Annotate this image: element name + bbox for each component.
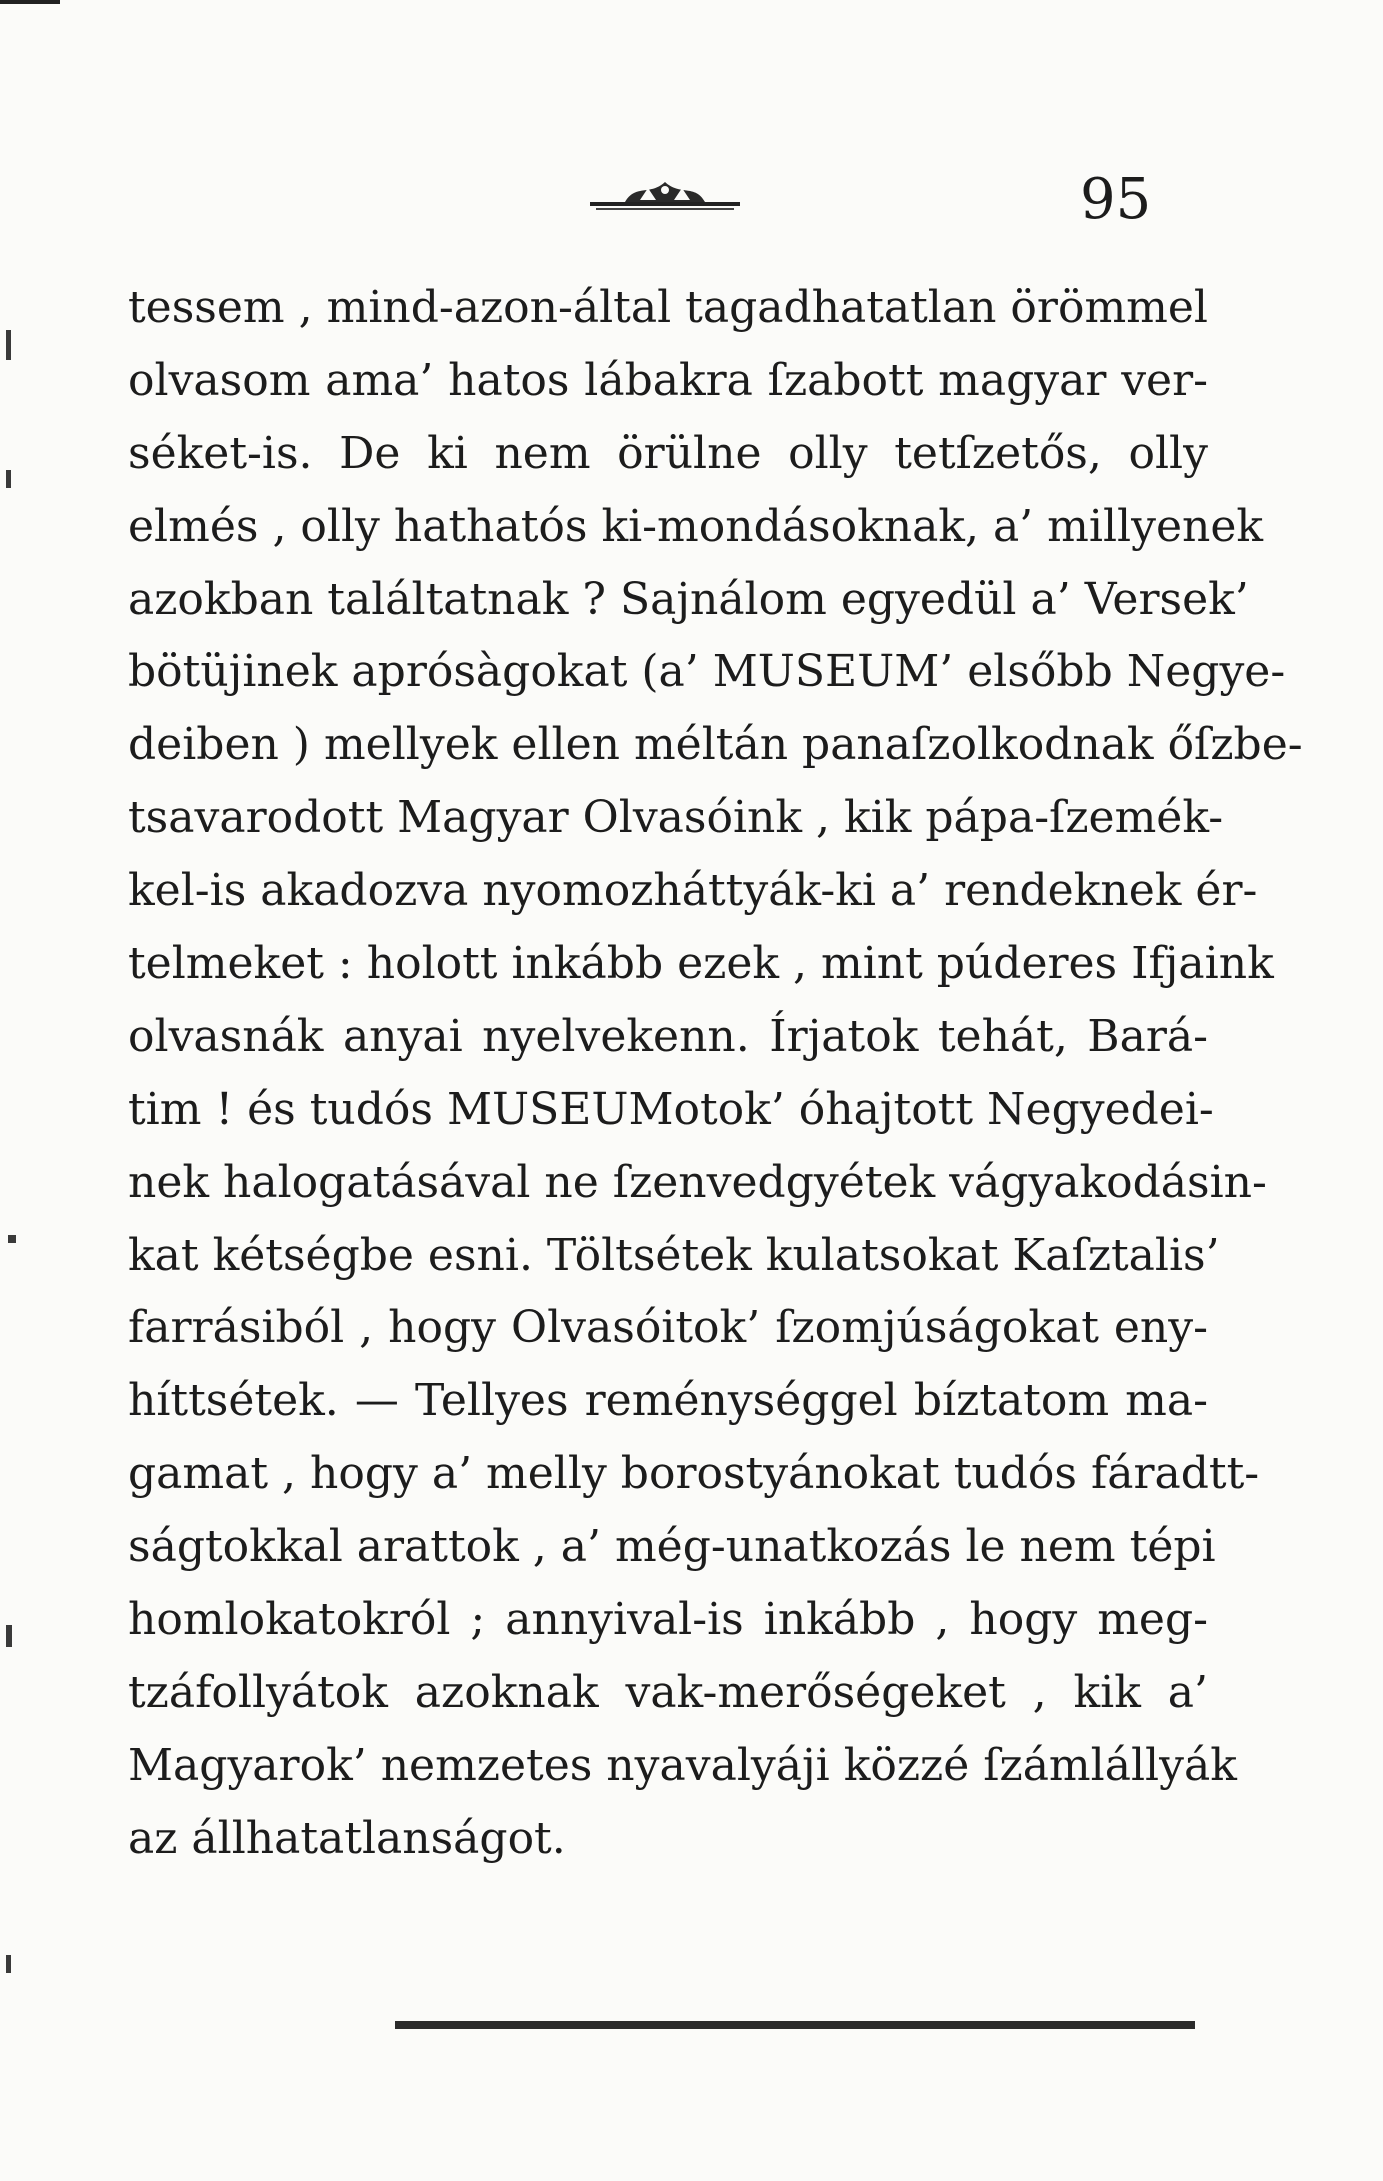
margin-mark xyxy=(6,1625,12,1647)
text-line: nek halogatásával ne ſzenvedgyétek vágyakodásin- xyxy=(128,1156,1267,1208)
text-line: olvasnák anyai nyelvekenn. Írjatok tehát, Bará- xyxy=(128,1010,1208,1062)
text-line: bötüjinek aprósàgokat (a’ MUSEUM’ elsőbb Negye- xyxy=(128,646,1286,698)
text-line: telmeket : holott inkább ezek , mint púderes Ifjaink xyxy=(128,938,1274,990)
scan-corner-mark xyxy=(0,0,60,4)
text-line: híttsétek. — Tellyes reménységgel bíztatom ma- xyxy=(128,1375,1208,1427)
text-line: tzáfollyátok azoknak vak-merőségeket , kik a’ xyxy=(128,1666,1208,1718)
footer-rule xyxy=(395,2021,1195,2029)
text-line: tim ! és tudós MUSEUMotok’ óhajtott Negyedei- xyxy=(128,1083,1214,1135)
text-line: tsavarodott Magyar Olvasóink , kik pápa-ſzemék- xyxy=(128,792,1224,844)
text-line: elmés , olly hathatós ki-mondásoknak, a’ millyenek xyxy=(128,500,1264,552)
margin-mark xyxy=(6,1955,11,1973)
text-line: tessem , mind-azon-által tagadhatatlan örömmel xyxy=(128,282,1208,333)
text-line: kel-is akadozva nyomozháttyák-ki a’ rendeknek ér- xyxy=(128,865,1258,917)
text-line: deiben ) mellyek ellen méltán panaſzolkodnak őſzbe- xyxy=(128,719,1303,771)
text-line: az állhatatlanságot. xyxy=(128,1812,566,1864)
text-line: gamat , hogy a’ melly borostyánokat tudós fáradtt- xyxy=(128,1448,1260,1500)
body-text xyxy=(128,272,1303,1876)
margin-mark xyxy=(6,470,11,488)
page-number: 95 xyxy=(1080,167,1152,232)
text-line: séket-is. De ki nem örülne olly tetſzetős, olly xyxy=(128,427,1208,479)
text-line: farrásiból , hogy Olvasóitok’ ſzomjúságokat eny- xyxy=(128,1302,1208,1354)
text-line: olvasom ama’ hatos lábakra ſzabott magyar ver- xyxy=(128,354,1208,406)
text-line: ságtokkal arattok , a’ még-unatkozás le nem tépi xyxy=(128,1521,1216,1573)
margin-mark xyxy=(6,330,11,360)
text-line: Magyarok’ nemzetes nyavalyáji közzé ſzámlállyák xyxy=(128,1739,1237,1791)
text-line: homlokatokról ; annyival-is inkább , hogy meg- xyxy=(128,1594,1208,1646)
text-line: kat kétségbe esni. Töltsétek kulatsokat Kaſztalis’ xyxy=(128,1229,1220,1281)
printer-ornament-icon xyxy=(590,178,740,212)
margin-mark xyxy=(8,1235,16,1243)
text-line: azokban találtatnak ? Sajnálom egyedül a’ Versek’ xyxy=(128,573,1249,625)
